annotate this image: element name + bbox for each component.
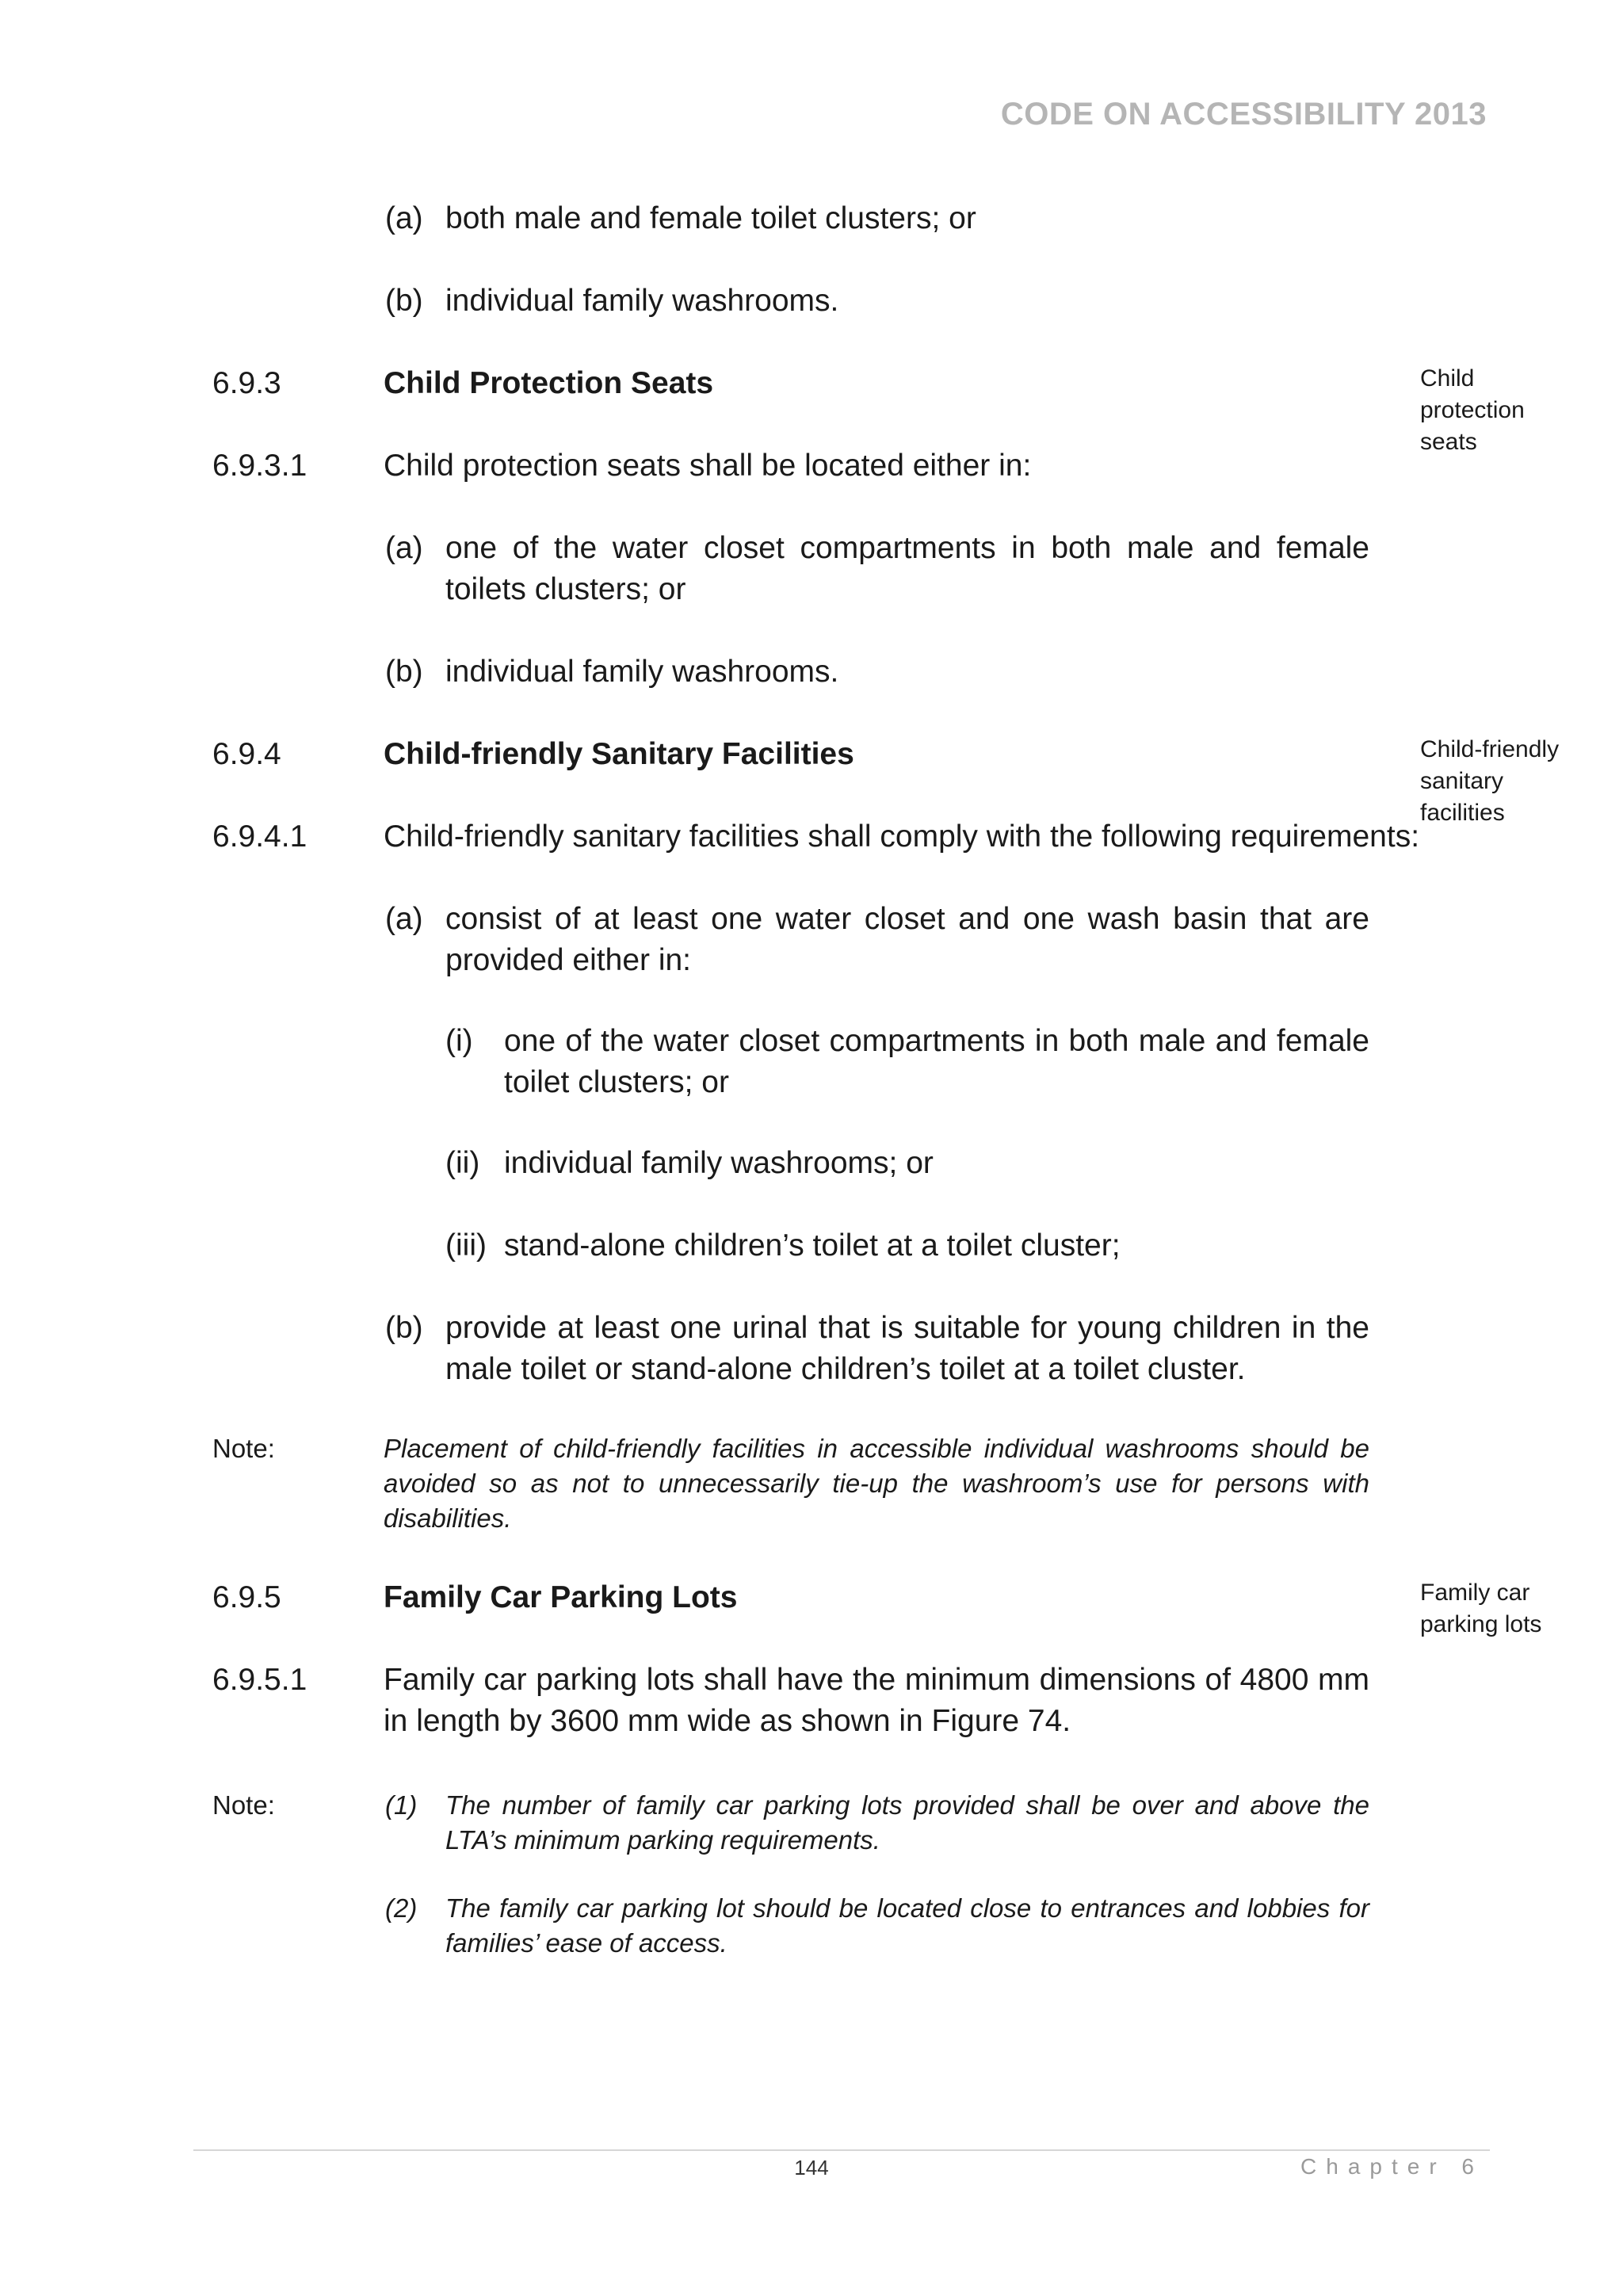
section-heading: Family Car Parking Lots [384, 1580, 738, 1614]
clause-text: Family car parking lots shall have the minimum dimensions of 4800 mm in length by 3600 mm wide as shown in Figure 74. [384, 1663, 1369, 1738]
section-number: 6.9.5 [212, 1580, 281, 1614]
clause-text: Child protection seats shall be located either in: [384, 449, 1032, 483]
margin-note-line: facilities [1420, 800, 1505, 826]
note-text: The family car parking lot should be located close to entrances and lobbies for families’ ease of access. [445, 1893, 1369, 1958]
list-item: one of the water closet compartments in both male and female toilets clusters; or [445, 531, 1369, 606]
note-number: (1) [385, 1790, 418, 1820]
sublist-item: one of the water closet compartments in both male and female toilet clusters; or [504, 1024, 1369, 1099]
list-label: (b) [385, 284, 423, 318]
note-label: Note: [212, 1790, 275, 1820]
clause-text: Child-friendly sanitary facilities shall comply with the following requirements: [384, 819, 1420, 854]
list-label: (a) [385, 531, 423, 565]
list-item: individual family washrooms. [445, 655, 839, 689]
note-label: Note: [212, 1434, 275, 1463]
running-header: CODE ON ACCESSIBILITY 2013 [1000, 97, 1487, 132]
chapter-label: Chapter 6 [1300, 2154, 1484, 2179]
margin-note [1420, 363, 1525, 458]
clause-number: 6.9.5.1 [212, 1663, 307, 1697]
list-item: both male and female toilet clusters; or [445, 201, 976, 235]
margin-note [1420, 1577, 1541, 1641]
footer-divider [193, 2149, 1490, 2151]
list-item: provide at least one urinal that is suitable for young children in the male toilet or stand-alone children’s toilet at a toilet cluster. [445, 1311, 1369, 1386]
margin-note [1420, 734, 1559, 829]
margin-note-line: seats [1420, 429, 1477, 455]
margin-note-line: protection [1420, 397, 1525, 423]
note-text: Placement of child-friendly facilities in accessible individual washrooms should be avoided so as not to unnecessarily tie-up the washroom’s use for persons with disabilities. [384, 1434, 1369, 1533]
note-text: The number of family car parking lots provided shall be over and above the LTA’s minimum parking requirements. [445, 1790, 1369, 1855]
margin-note-line: Child-friendly [1420, 736, 1560, 762]
page-number: 144 [794, 2156, 829, 2179]
list-label: (a) [385, 201, 423, 235]
margin-note-line: parking lots [1420, 1611, 1542, 1637]
list-label: (b) [385, 655, 423, 689]
section-heading: Child-friendly Sanitary Facilities [384, 737, 854, 771]
note-number: (2) [385, 1893, 418, 1923]
sublist-item: stand-alone children’s toilet at a toilet cluster; [504, 1228, 1121, 1263]
sublist-item: individual family washrooms; or [504, 1146, 934, 1180]
margin-note-line: sanitary [1420, 768, 1504, 794]
list-label: (b) [385, 1311, 423, 1345]
sublist-label: (i) [445, 1024, 473, 1058]
margin-note-line: Family car [1420, 1580, 1530, 1606]
clause-number: 6.9.4.1 [212, 819, 307, 854]
section-heading: Child Protection Seats [384, 366, 714, 400]
clause-number: 6.9.3.1 [212, 449, 307, 483]
list-item: individual family washrooms. [445, 284, 839, 318]
margin-note-line: Child [1420, 365, 1475, 392]
list-item: consist of at least one water closet and one wash basin that are provided either in: [445, 902, 1369, 977]
section-number: 6.9.3 [212, 366, 281, 400]
sublist-label: (iii) [445, 1228, 487, 1263]
section-number: 6.9.4 [212, 737, 281, 771]
list-label: (a) [385, 902, 423, 936]
sublist-label: (ii) [445, 1146, 480, 1180]
